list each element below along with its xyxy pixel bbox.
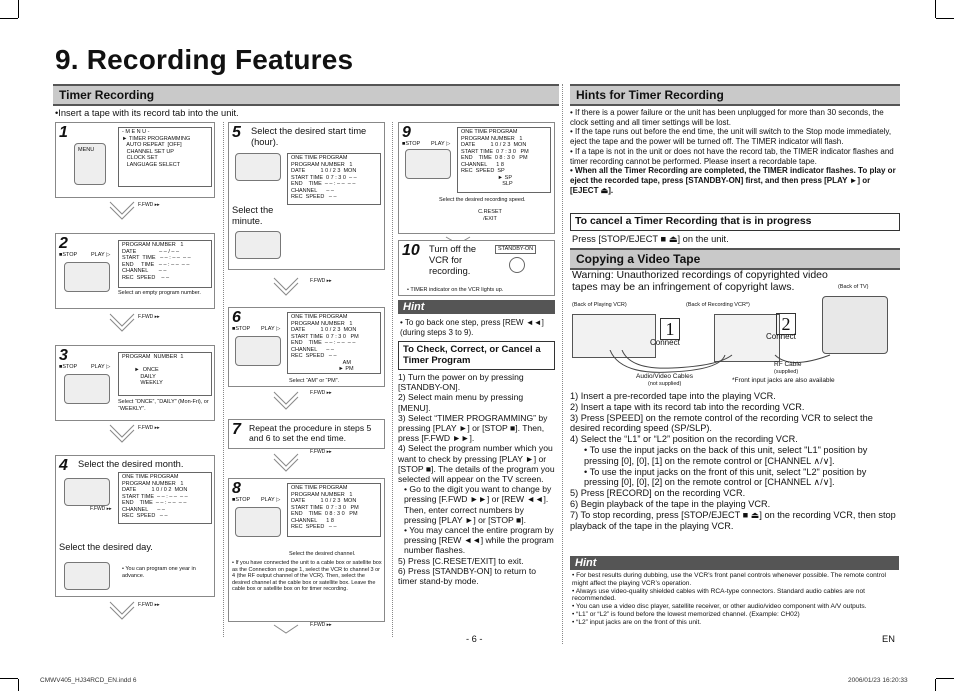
arrow-down-icon [108, 312, 136, 334]
copy-step: 5) Press [RECORD] on the recording VCR. [570, 488, 746, 499]
step-text: Turn off the VCR for recording. [429, 244, 477, 276]
stop-label: ■STOP [232, 497, 251, 503]
step-heading: Select the desired day. [59, 542, 153, 552]
connect-label: Connect [650, 338, 680, 347]
page-number: - 6 - [466, 634, 483, 644]
arrow-down-icon [272, 624, 300, 638]
stop-label: ■STOP [59, 364, 78, 370]
fwd-label: F.FWD ▸▸ [310, 622, 332, 628]
step-caption: Select “AM” or “PM”. [289, 378, 340, 384]
date-screen: ONE TIME PROGRAM PROGRAM NUMBER 1 DATE 1 0 / 0 2 MON START TIME – – : – – – – END TIME – – : – – – – CHANNEL – – REC SPEED – – [118, 472, 212, 524]
check-item: 3) Select “TIMER PROGRAMMING” by pressing [PLAY ►] or [STOP ■]. Then, press [F.FWD ►►]. [398, 412, 548, 444]
hints-list [570, 108, 900, 195]
back-tv-label: (Back of TV) [838, 284, 869, 290]
remote-icon [235, 507, 281, 537]
play-label: PLAY ▷ [261, 497, 281, 503]
rf-cable-label: RF Cable [774, 361, 802, 368]
step-number: 9 [402, 124, 411, 141]
fwd-label: F.FWD ▸▸ [138, 202, 160, 208]
crop-mark [18, 679, 19, 691]
play-label: PLAY ▷ [431, 141, 451, 147]
check-item: 2) Select main menu by pressing [MENU]. [398, 392, 524, 413]
copy-step: 2) Insert a tape with its record tab into the recording VCR. [570, 401, 805, 412]
copy-step: 7) To stop recording, press [STOP/EJECT ■ ⏏] on the recording VCR, then stop playback of the tape in the playing VCR. [570, 509, 896, 531]
step-3-panel [55, 345, 215, 421]
standby-button: STANDBY-ON [495, 245, 536, 254]
step-4-panel [55, 455, 215, 597]
fwd-label: F.FWD ▸▸ [138, 425, 160, 431]
power-icon [509, 257, 525, 273]
fwd-label: F.FWD ▸▸ [138, 602, 160, 608]
page-title: 9. Recording Features [55, 44, 354, 75]
check-list [398, 372, 556, 586]
step-1-panel [55, 122, 215, 198]
section-header-timer-recording: Timer Recording [53, 84, 559, 106]
connect-label: Connect [766, 332, 796, 341]
arrow-down-icon [108, 200, 136, 222]
arrow-down-icon [108, 423, 136, 445]
frequency-screen: PROGRAM NUMBER 1 ► ONCE DAILY WEEKLY [118, 352, 212, 396]
copy-hint-item: • “L1” or “L2” is found before the lowest memorized channel. (Example: CH02) [572, 610, 800, 618]
section-header-hints: Hints for Timer Recording [570, 84, 900, 106]
copy-hint-item: • For best results during dubbing, use the VCR’s front panel controls whenever possible. The remote control might affect the playing VCR’s operation. [572, 572, 886, 587]
ampm-screen: ONE TIME PROGRAM PROGRAM NUMBER 1 DATE 1 0 / 2 3 MON START TIME 0 7 : 3 0 PM END TIME – – : – – – – CHANNEL – – REC SPEED – – AM ► PM [287, 312, 381, 374]
remote-icon [64, 262, 110, 292]
remote-icon [64, 478, 110, 506]
check-heading: To Check, Correct, or Cancel a Timer Program [398, 341, 555, 370]
speed-screen: ONE TIME PROGRAM PROGRAM NUMBER 1 DATE 1 0 / 2 3 MON START TIME 0 7 : 3 0 PM END TIME 0 8 : 3 0 PM CHANNEL 1 8 REC SPEED SP ► SP SLP [457, 127, 551, 193]
copy-hint-item: • Always use video-quality shielded cables with RCA-type connectors. Standard audio cables are not recommended. [572, 587, 865, 603]
step-10-panel [398, 240, 555, 296]
check-item: 5) Press [C.RESET/EXIT] to exit. [398, 555, 524, 566]
copy-step: 4) Select the “L1” or “L2” position on the recording VCR. [570, 434, 798, 445]
supplied-label: (supplied) [774, 369, 799, 375]
copy-step: • To use the input jacks on the front of this unit, select "L2" position by pressing [0], [0], [2] on the remote control or [CHANNEL ∧/∨]. [584, 466, 867, 488]
channel-screen: ONE TIME PROGRAM PROGRAM NUMBER 1 DATE 1 0 / 2 3 MON START TIME 0 7 : 3 0 PM END TIME 0 8 : 3 0 PM CHANNEL 1 8 REC SPEED – – [287, 483, 381, 537]
check-item: 4) Select the program number which you want to check by pressing [PLAY ►] or [STOP ■]. The details of the program you selected will appear on the TV screen. [398, 443, 555, 485]
remote-icon [64, 374, 110, 404]
remote-icon [235, 153, 281, 181]
time-screen: ONE TIME PROGRAM PROGRAM NUMBER 1 DATE 1 0 / 2 3 MON START TIME 0 7 : 3 0 – – END TIME – – : – – – – CHANNEL – – REC SPEED – – [287, 153, 381, 205]
step-number: 1 [59, 124, 68, 141]
crop-mark [936, 678, 954, 679]
hint-header: Hint [570, 556, 899, 570]
crop-mark [0, 18, 18, 19]
step-7-panel [228, 419, 385, 449]
step-number: 8 [232, 480, 241, 497]
arrow-down-icon [272, 452, 300, 474]
fwd-label: F.FWD ▸▸ [138, 314, 160, 320]
stop-label: ■STOP [402, 141, 421, 147]
copy-hint-item: • You can use a video disc player, satellite receiver, or other audio/video component with A/V outputs. [572, 603, 867, 611]
warning-text: Warning: Unauthorized recordings of copyrighted video tapes may be an infringement of copyright laws. [572, 269, 828, 293]
step-badge-1: 1 [660, 318, 680, 340]
remote-icon [235, 336, 281, 366]
copy-hint-item: • “L2” input jacks are on the front of this unit. [572, 618, 702, 626]
crop-mark [935, 0, 936, 18]
crop-mark [936, 18, 954, 19]
hint-header: Hint [398, 300, 555, 314]
step-note: • You can program one year in advance. [122, 566, 196, 579]
remote-icon [64, 562, 110, 590]
stop-label: ■STOP [232, 326, 251, 332]
hint-item: • If there is a power failure or the unit has been unplugged for more than 30 seconds, the clock setting and all timer settings will be lost. [570, 108, 884, 127]
copy-steps [570, 391, 898, 531]
footer-file: CMWV405_HJ34RCD_EN.indd 6 [40, 677, 137, 684]
copy-hint-list [572, 572, 902, 627]
copy-step: 1) Insert a pre-recorded tape into the playing VCR. [570, 391, 776, 401]
arrow-down-icon [272, 390, 300, 412]
step-heading: Select the minute. [232, 205, 274, 226]
creset-label: C.RESET /EXIT [478, 209, 502, 222]
back-recording-label: (Back of Recording VCR*) [686, 302, 750, 308]
fwd-label: F.FWD ▸▸ [90, 506, 112, 512]
program-screen: PROGRAM NUMBER 1 DATE – – / – – START TIME – – : – – – – END TIME – – : – – – – CHANNEL – – REC SPEED – – [118, 240, 212, 288]
step-number: 2 [59, 235, 68, 252]
menu-screen: - M E N U - ► TIMER PROGRAMMING AUTO REPEAT [OFF] CHANNEL SET UP CLOCK SET LANGUAGE SELECT [118, 127, 212, 187]
step-number: 3 [59, 347, 68, 364]
step-6-panel [228, 307, 385, 387]
step-text: Repeat the procedure in steps 5 and 6 to set the end time. [249, 423, 372, 444]
copy-step: 3) Press [SPEED] on the remote control of the recording VCR to select the desired recording speed (SP/SLP). [570, 412, 873, 434]
hint-text: • To go back one step, press [REW ◄◄] (during steps 3 to 9). [400, 318, 544, 337]
check-item: 6) Press [STANDBY-ON] to return to timer stand-by mode. [398, 565, 537, 587]
column-divider [562, 84, 563, 644]
remote-icon [405, 149, 451, 179]
tv-panel [822, 296, 888, 354]
not-supplied-label: (not supplied) [648, 381, 682, 387]
crop-mark [18, 0, 19, 18]
intro-text: •Insert a tape with its record tab into the unit. [55, 108, 239, 118]
step-9-panel [398, 122, 555, 234]
stop-label: ■STOP [59, 252, 78, 258]
back-playing-label: (Back of Playing VCR) [572, 302, 627, 308]
footer-date: 2006/01/23 16:20:33 [848, 677, 908, 684]
section-header-copying: Copying a Video Tape [570, 248, 900, 270]
hint-item: • If the tape runs out before the end time, the unit will switch to the Stop mode immediately, eject the tape and the power will be turned off. The TIMER indicator will flash. [570, 127, 892, 147]
check-item: • You may cancel the entire program by pressing [REW ◄◄] while the program number flashes. [404, 525, 554, 556]
step-note: • TIMER indicator on the VCR lights up. [407, 287, 504, 293]
step-2-panel [55, 233, 215, 309]
fwd-label: F.FWD ▸▸ [310, 390, 332, 396]
step-8-panel [228, 478, 385, 622]
cancel-heading: To cancel a Timer Recording that is in progress [570, 213, 900, 231]
step-caption: Select the desired recording speed. [439, 197, 526, 203]
step-number: 4 [59, 457, 68, 474]
step-caption: Select “ONCE”, “DAILY” (Mon-Fri), or “WEEKLY”. [118, 399, 209, 412]
step-number: 6 [232, 309, 241, 326]
hint-item: • If a tape is not in the unit or does not have the record tab, the TIMER indicator flashes and timer recording cannot be performed. Please insert a recordable tape. [570, 146, 894, 166]
crop-mark [0, 678, 18, 679]
step-5-panel [228, 122, 385, 270]
check-item: 1) Turn the power on by pressing [STANDBY-ON]. [398, 372, 524, 393]
copy-step: • To use the input jacks on the back of this unit, select "L1" position by pressing [0], [0], [1] on the remote control or [CHANNEL ∧/∨]. [584, 444, 868, 466]
play-label: PLAY ▷ [91, 252, 111, 258]
av-cables-label: Audio/Video Cables [636, 373, 693, 380]
play-label: PLAY ▷ [261, 326, 281, 332]
play-label: PLAY ▷ [91, 364, 111, 370]
step-heading: Select the desired month. [78, 459, 184, 469]
step-caption: Select the desired channel. [289, 551, 356, 557]
cancel-text: Press [STOP/EJECT ■ ⏏] on the unit. [572, 234, 729, 244]
arrow-down-icon [272, 276, 300, 298]
step-note: • If you have connected the unit to a cable box or satellite box as the Connection on page 1, select the VCR to channel 3 or 4 (the RF output channel of the VCR). Then, select the desired channel at the cable box or satellite box. Leave the cable box or satellite box on for timer recording. [232, 560, 382, 592]
column-divider [223, 122, 224, 637]
step-number: 7 [232, 421, 241, 438]
fwd-label: F.FWD ▸▸ [310, 449, 332, 455]
crop-mark [935, 679, 936, 691]
remote-icon [235, 231, 281, 259]
copy-step: 6) Begin playback of the tape in the playing VCR. [570, 498, 771, 509]
step-heading: Select the desired start time (hour). [251, 126, 367, 147]
arrow-down-icon [108, 600, 136, 622]
fwd-label: F.FWD ▸▸ [310, 278, 332, 284]
step-caption: Select an empty program number. [118, 290, 201, 296]
language-tag: EN [882, 634, 895, 644]
column-divider [392, 122, 393, 637]
step-number: 5 [232, 124, 241, 141]
hint-item: • When all the Timer Recording are completed, the TIMER indicator flashes. To play or eject the recorded tape, press [STANDBY-ON] first, and then press [PLAY ►] or [EJECT ⏏]. [570, 166, 896, 195]
menu-label: MENU [78, 147, 95, 153]
check-item: • Go to the digit you want to change by pressing [F.FWD ►►] or [REW ◄◄]. Then, enter correct numbers by pressing [PLAY ►] or [STOP ■]. [404, 484, 552, 525]
step-number: 10 [402, 242, 420, 259]
step-badge-2: 2 [776, 313, 796, 335]
front-note: *Front input jacks are also available [732, 377, 835, 384]
